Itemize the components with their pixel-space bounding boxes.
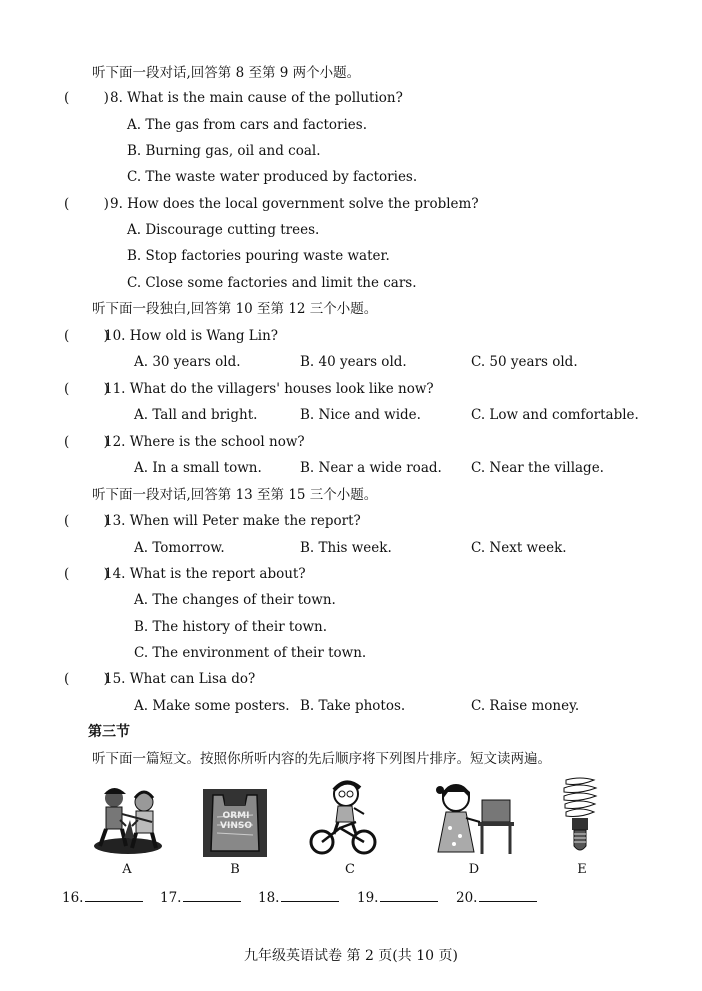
question-12-option-b: B. Near a wide road. bbox=[300, 460, 442, 476]
instruction-q10-12: 听下面一段独白,回答第 10 至第 12 三个小题。 bbox=[92, 301, 378, 317]
answer-paren-q15[interactable]: ( ) bbox=[64, 671, 109, 687]
question-11-option-b: B. Nice and wide. bbox=[300, 407, 421, 423]
question-10-option-b: B. 40 years old. bbox=[300, 354, 407, 370]
question-9-option-b: B. Stop factories pouring waste water. bbox=[127, 248, 390, 264]
answer-18[interactable] bbox=[258, 889, 339, 906]
question-11-option-a: A. Tall and bright. bbox=[134, 407, 258, 423]
instruction-q8-9: 听下面一段对话,回答第 8 至第 9 两个小题。 bbox=[92, 65, 361, 81]
question-10-option-c: C. 50 years old. bbox=[471, 354, 578, 370]
question-13-option-a: A. Tomorrow. bbox=[134, 540, 225, 556]
question-14-option-b: B. The history of their town. bbox=[134, 619, 328, 635]
question-15-option-c: C. Raise money. bbox=[471, 698, 580, 714]
answer-16-blank[interactable] bbox=[85, 889, 143, 902]
answer-paren-q11[interactable]: ( ) bbox=[64, 381, 109, 397]
answer-20-blank[interactable] bbox=[479, 889, 537, 902]
section-3-title: 第三节 bbox=[88, 724, 130, 740]
question-14-option-c: C. The environment of their town. bbox=[134, 645, 367, 661]
question-11-stem: 11. What do the villagers' houses look like now? bbox=[104, 381, 434, 397]
question-12-option-c: C. Near the village. bbox=[471, 460, 604, 476]
answer-paren-q9[interactable]: ( ) bbox=[64, 196, 109, 212]
question-13-option-c: C. Next week. bbox=[471, 540, 567, 556]
question-10-option-a: A. 30 years old. bbox=[134, 354, 241, 370]
question-8-option-a: A. The gas from cars and factories. bbox=[127, 117, 367, 133]
picture-label-e: E bbox=[577, 862, 587, 877]
answer-17[interactable] bbox=[160, 889, 241, 906]
question-8-option-b: B. Burning gas, oil and coal. bbox=[127, 143, 321, 159]
plastic-bag-picture bbox=[203, 789, 267, 857]
answer-paren-q13[interactable]: ( ) bbox=[64, 513, 109, 529]
girl-with-computer-picture bbox=[434, 782, 518, 858]
question-9-option-c: C. Close some factories and limit the cars. bbox=[127, 275, 417, 291]
answer-17-blank[interactable] bbox=[183, 889, 241, 902]
instruction-q13-15: 听下面一段对话,回答第 13 至第 15 三个小题。 bbox=[92, 487, 378, 503]
question-12-stem: 12. Where is the school now? bbox=[104, 434, 305, 450]
answer-19-number: 19. bbox=[357, 890, 379, 906]
question-8-stem: 8. What is the main cause of the pollution? bbox=[110, 90, 403, 106]
question-15-option-a: A. Make some posters. bbox=[134, 698, 290, 714]
answer-16-number: 16. bbox=[62, 890, 84, 906]
answer-paren-q8[interactable]: ( ) bbox=[64, 90, 109, 106]
picture-label-c: C bbox=[345, 862, 355, 877]
question-11-option-c: C. Low and comfortable. bbox=[471, 407, 639, 423]
answer-20-number: 20. bbox=[456, 890, 478, 906]
answer-18-number: 18. bbox=[258, 890, 280, 906]
question-15-stem: 15. What can Lisa do? bbox=[104, 671, 256, 687]
energy-saving-bulb-picture bbox=[560, 776, 600, 858]
question-14-option-a: A. The changes of their town. bbox=[134, 592, 336, 608]
question-9-option-a: A. Discourage cutting trees. bbox=[127, 222, 320, 238]
question-12-option-a: A. In a small town. bbox=[134, 460, 262, 476]
boy-on-bicycle-picture bbox=[308, 778, 378, 856]
planting-trees-picture bbox=[86, 780, 168, 858]
answer-19[interactable] bbox=[357, 889, 438, 906]
question-13-stem: 13. When will Peter make the report? bbox=[104, 513, 361, 529]
question-9-stem: 9. How does the local government solve the problem? bbox=[110, 196, 479, 212]
answer-paren-q10[interactable]: ( ) bbox=[64, 328, 109, 344]
answer-paren-q14[interactable]: ( ) bbox=[64, 566, 109, 582]
plastic-bag-text: ORMI VINSO bbox=[220, 811, 252, 831]
answer-20[interactable] bbox=[456, 889, 537, 906]
answer-17-number: 17. bbox=[160, 890, 182, 906]
question-14-stem: 14. What is the report about? bbox=[104, 566, 306, 582]
picture-label-b: B bbox=[230, 862, 240, 877]
answer-19-blank[interactable] bbox=[380, 889, 438, 902]
picture-label-a: A bbox=[122, 862, 132, 877]
page-footer: 九年级英语试卷 第 2 页(共 10 页) bbox=[244, 948, 458, 964]
question-10-stem: 10. How old is Wang Lin? bbox=[104, 328, 279, 344]
answer-16[interactable] bbox=[62, 889, 143, 906]
answer-18-blank[interactable] bbox=[281, 889, 339, 902]
picture-label-d: D bbox=[468, 862, 480, 877]
answer-paren-q12[interactable]: ( ) bbox=[64, 434, 109, 450]
instruction-section-3: 听下面一篇短文。按照你所听内容的先后顺序将下列图片排序。短文读两遍。 bbox=[92, 751, 551, 767]
question-15-option-b: B. Take photos. bbox=[300, 698, 406, 714]
question-8-option-c: C. The waste water produced by factories. bbox=[127, 169, 418, 185]
question-13-option-b: B. This week. bbox=[300, 540, 392, 556]
